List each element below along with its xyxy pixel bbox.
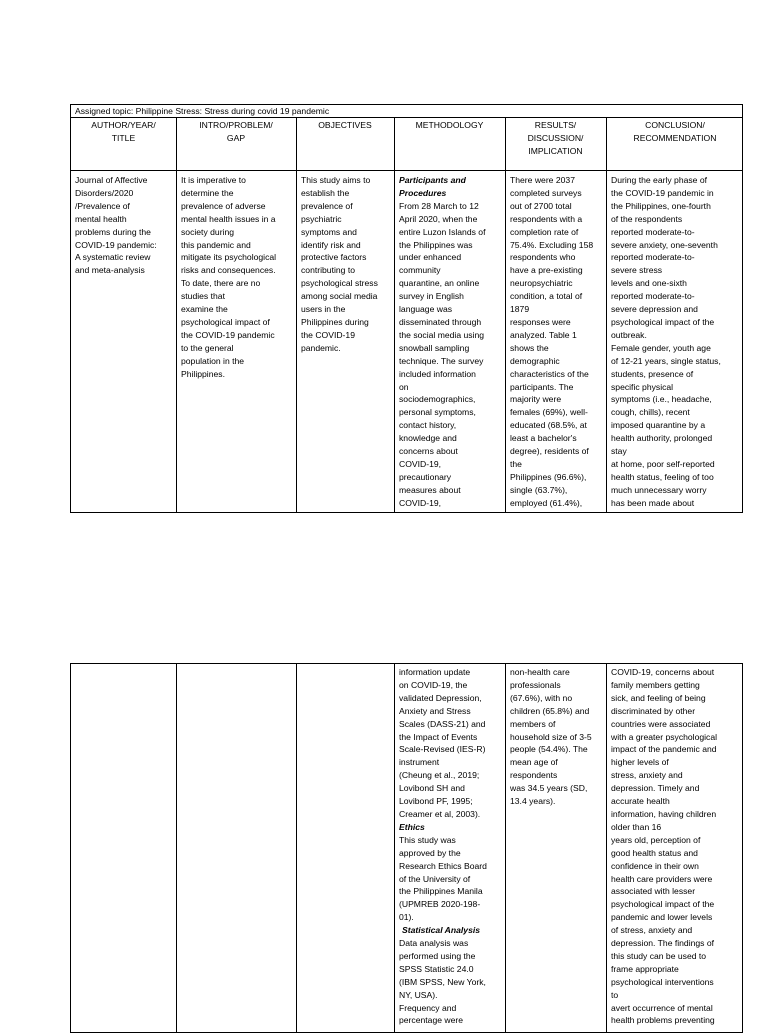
column-divider — [176, 664, 177, 1032]
methodology-heading-participants: Participants and Procedures — [399, 175, 466, 198]
header-methodology: METHODOLOGY — [415, 120, 484, 130]
methodology-heading-statistical-analysis: Statistical Analysis — [402, 925, 481, 936]
cell-author: Journal of Affective Disorders/2020 /Prevalence of mental health problems during the COVID-19 pandemic: A systematic review and meta-analysis — [75, 175, 157, 276]
cell-conclusion-continued: COVID-19, concerns about family members getting sick, and feeling of being discriminated by other countries were associated with a greater psychological impact of the pandemic and higher levels of stress, anxiety and depression. Timely and accurate health information, having children older than 16 years old, perception of good health status and confidence in their own health care providers were associated with lesser psychological impact of the pandemic and lower levels of stress, anxiety and depression. The findings of this study can be used to frame appropriate psychological interventions to avert occurrence of mental health problems preventing — [611, 667, 718, 1026]
header-intro: INTRO/PROBLEM/ GAP — [199, 120, 273, 143]
methodology-heading-ethics: Ethics — [399, 821, 425, 832]
cell-objectives: This study aims to establish the prevalence of psychiatric symptoms and identify risk and protective factors contributing to psychological stress among social media users in the Philippines during the COVID-19 pandemic. — [301, 175, 378, 353]
row-divider — [71, 170, 742, 171]
assigned-topic: Assigned topic: Philippine Stress: Stress during covid 19 pandemic — [75, 106, 330, 116]
methodology-text: From 28 March to 12 April 2020, when the entire Luzon Islands of the Philippines was under enhanced community quarantine, an online survey in English language was disseminated through the social media using snowball sampling technique. The survey included information on sociodemographics, personal symptoms, contact history, knowledge and concerns about COVID-19, precautionary measures about COVID-19, — [399, 200, 486, 508]
ethics-text: This study was approved by the Research Ethics Board of the University of the Philippines Manila (UPMREB 2020-198- 01). — [399, 834, 487, 923]
header-conclusion: CONCLUSION/ RECOMMENDATION — [633, 120, 717, 143]
column-divider — [606, 664, 607, 1032]
column-divider — [176, 117, 177, 512]
column-divider — [394, 664, 395, 1032]
statistical-analysis-text: Data analysis was performed using the SPSS Statistic 24.0 (IBM SPSS, New York, NY, USA). Frequency and percentage were — [399, 938, 486, 1026]
literature-table-continued — [70, 663, 743, 1033]
literature-table-top — [70, 104, 743, 513]
column-divider — [505, 664, 506, 1032]
cell-conclusion: During the early phase of the COVID-19 pandemic in the Philippines, one-fourth of the respondents reported moderate-to- severe anxiety, one-seventh reported moderate-to- severe stress levels and one-sixth reported moderate-to- severe depression and psychological impact of the outbreak. Female gender, youth age of 12-21 years, single status, students, presence of specific physical symptoms (i.e., headache, cough, chills), recent imposed quarantine by a health authority, prolonged stay at home, poor self-reported health status, feeling of too much unnecessary worry has been made about — [611, 175, 721, 508]
cell-intro: It is imperative to determine the prevalence of adverse mental health issues in a society during this pandemic and mitigate its psychological risks and consequences. To date, there are no studies that examine the psychological impact of the COVID-19 pandemic to the general population in the Philippines. — [181, 175, 277, 379]
cell-results-continued: non-health care professionals (67.6%), with no children (65.8%) and members of household size of 3-5 people (54.4%). The mean age of respondents was 34.5 years (SD, 13.4 years). — [510, 667, 592, 807]
methodology-text-continued: information update on COVID-19, the validated Depression, Anxiety and Stress Scales (DASS-21) and the Impact of Events Scale-Revised (IES-R) instrument (Cheung et al., 2019; Lovibond SH and Lovibond PF, 1995; Creamer et al, 2003). — [399, 667, 486, 819]
column-divider — [606, 117, 607, 512]
cell-methodology — [399, 174, 504, 510]
header-objectives: OBJECTIVES — [318, 120, 372, 130]
column-divider — [296, 117, 297, 512]
header-results: RESULTS/ DISCUSSION/ IMPLICATION — [527, 120, 584, 156]
cell-results: There were 2037 completed surveys out of 2700 total respondents with a completion rate of 75.4%. Excluding 158 respondents who have a pre-existing neuropsychiatric condition, a total of 1879 responses were analyzed. Table 1 shows the demographic characteristics of the participants. The majority were females (69%), well- educated (68.5%, at least a bachelor's degree), residents of the Philippines (96.6%), single (63.7%), employed (61.4%), — [510, 175, 594, 508]
column-divider — [394, 117, 395, 512]
column-divider — [505, 117, 506, 512]
column-divider — [296, 664, 297, 1032]
cell-methodology-continued — [399, 666, 504, 1027]
header-author: AUTHOR/YEAR/ TITLE — [91, 120, 156, 143]
